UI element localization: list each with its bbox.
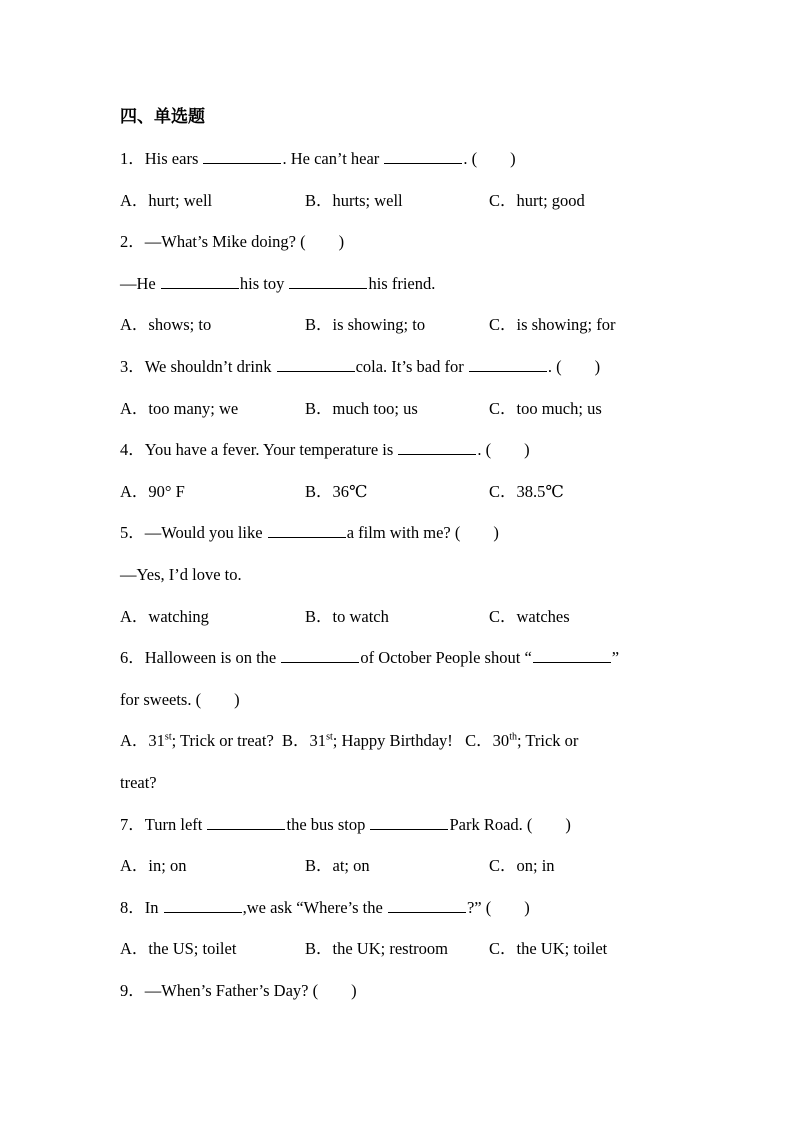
answer-blank	[161, 274, 239, 289]
question-text: ,we ask “Where’s the	[242, 898, 387, 917]
question-3	[120, 357, 600, 377]
question-text: In	[144, 898, 163, 917]
question-text: a film with me? ( )	[346, 523, 499, 542]
option-c: C．hurt; good	[489, 191, 585, 210]
question-6-options-line-2: treat?	[120, 773, 157, 792]
option-a: A．90° F	[120, 482, 185, 501]
answer-blank	[207, 815, 285, 830]
option-b: B．at; on	[305, 856, 370, 875]
question-2-line-2	[120, 274, 435, 294]
question-text: Halloween is on the	[144, 648, 281, 667]
answer-blank	[281, 648, 359, 663]
question-5	[120, 523, 499, 543]
answer-blank	[203, 149, 281, 164]
answer-blank	[370, 815, 448, 830]
answer-blank	[268, 523, 346, 538]
question-text: —What’s Mike doing? ( )	[144, 232, 345, 251]
answer-blank	[469, 357, 547, 372]
question-number: 4．	[120, 440, 145, 459]
answer-blank	[277, 357, 355, 372]
question-text: . He can’t hear	[282, 149, 384, 168]
question-5-line-2: —Yes, I’d love to.	[120, 565, 242, 584]
question-text: Turn left	[144, 815, 207, 834]
question-8	[120, 898, 530, 918]
option-b: B．is showing; to	[305, 315, 426, 334]
answer-blank	[398, 440, 476, 455]
question-6-options	[120, 731, 578, 751]
question-text: cola. It’s bad for	[355, 357, 468, 376]
question-text: . ( )	[463, 149, 516, 168]
question-text: the bus stop	[286, 815, 370, 834]
option-a: A．the US; toilet	[120, 939, 237, 958]
answer-blank	[289, 274, 367, 289]
question-text: of October People shout “	[360, 648, 532, 667]
option-c: C．on; in	[489, 856, 555, 875]
answer-blank	[164, 898, 242, 913]
option-a: A．watching	[120, 607, 209, 626]
option-b: B．the UK; restroom	[305, 939, 448, 958]
question-number: 5．	[120, 523, 145, 542]
option-a: A．31st; Trick or treat?	[120, 731, 274, 750]
question-text: His ears	[144, 149, 203, 168]
option-a: A．hurt; well	[120, 191, 213, 210]
option-b: B．much too; us	[305, 399, 418, 418]
option-a: A．shows; to	[120, 315, 212, 334]
option-a: A．too many; we	[120, 399, 239, 418]
question-text: —When’s Father’s Day? ( )	[144, 981, 357, 1000]
option-c: C．the UK; toilet	[489, 939, 608, 958]
question-number: 8．	[120, 898, 145, 917]
question-text: Park Road. ( )	[449, 815, 571, 834]
option-c: C．38.5℃	[489, 482, 564, 501]
question-text: —Would you like	[144, 523, 267, 542]
question-number: 2．	[120, 232, 145, 251]
question-number: 1．	[120, 149, 145, 168]
option-a: A．in; on	[120, 856, 187, 875]
question-6-line-2: for sweets. ( )	[120, 690, 240, 709]
question-text: You have a fever. Your temperature is	[144, 440, 398, 459]
question-text: . ( )	[477, 440, 530, 459]
question-text: ?” ( )	[466, 898, 530, 917]
answer-blank	[388, 898, 466, 913]
question-number: 7．	[120, 815, 145, 834]
question-text: ”	[611, 648, 620, 667]
question-text: We shouldn’t drink	[144, 357, 276, 376]
question-2	[120, 232, 344, 252]
question-text: . ( )	[547, 357, 601, 376]
option-c: C．30th; Trick or	[465, 731, 579, 750]
option-c: C．is showing; for	[489, 315, 616, 334]
question-9	[120, 981, 357, 1001]
answer-blank	[384, 149, 462, 164]
question-text: —He	[120, 274, 160, 293]
question-text: his friend.	[368, 274, 436, 293]
question-number: 6．	[120, 648, 145, 667]
question-4	[120, 440, 530, 460]
option-c: C．too much; us	[489, 399, 602, 418]
question-number: 3．	[120, 357, 145, 376]
section-title: 四、单选题	[120, 107, 205, 127]
question-1	[120, 149, 516, 169]
question-7	[120, 815, 571, 835]
option-b: B．36℃	[305, 482, 368, 501]
option-b: B．hurts; well	[305, 191, 403, 210]
question-6	[120, 648, 619, 668]
option-c: C．watches	[489, 607, 570, 626]
option-b: B．to watch	[305, 607, 389, 626]
option-b: B．31st; Happy Birthday!	[282, 731, 453, 750]
question-number: 9．	[120, 981, 145, 1000]
question-text: his toy	[239, 274, 289, 293]
answer-blank	[533, 648, 611, 663]
